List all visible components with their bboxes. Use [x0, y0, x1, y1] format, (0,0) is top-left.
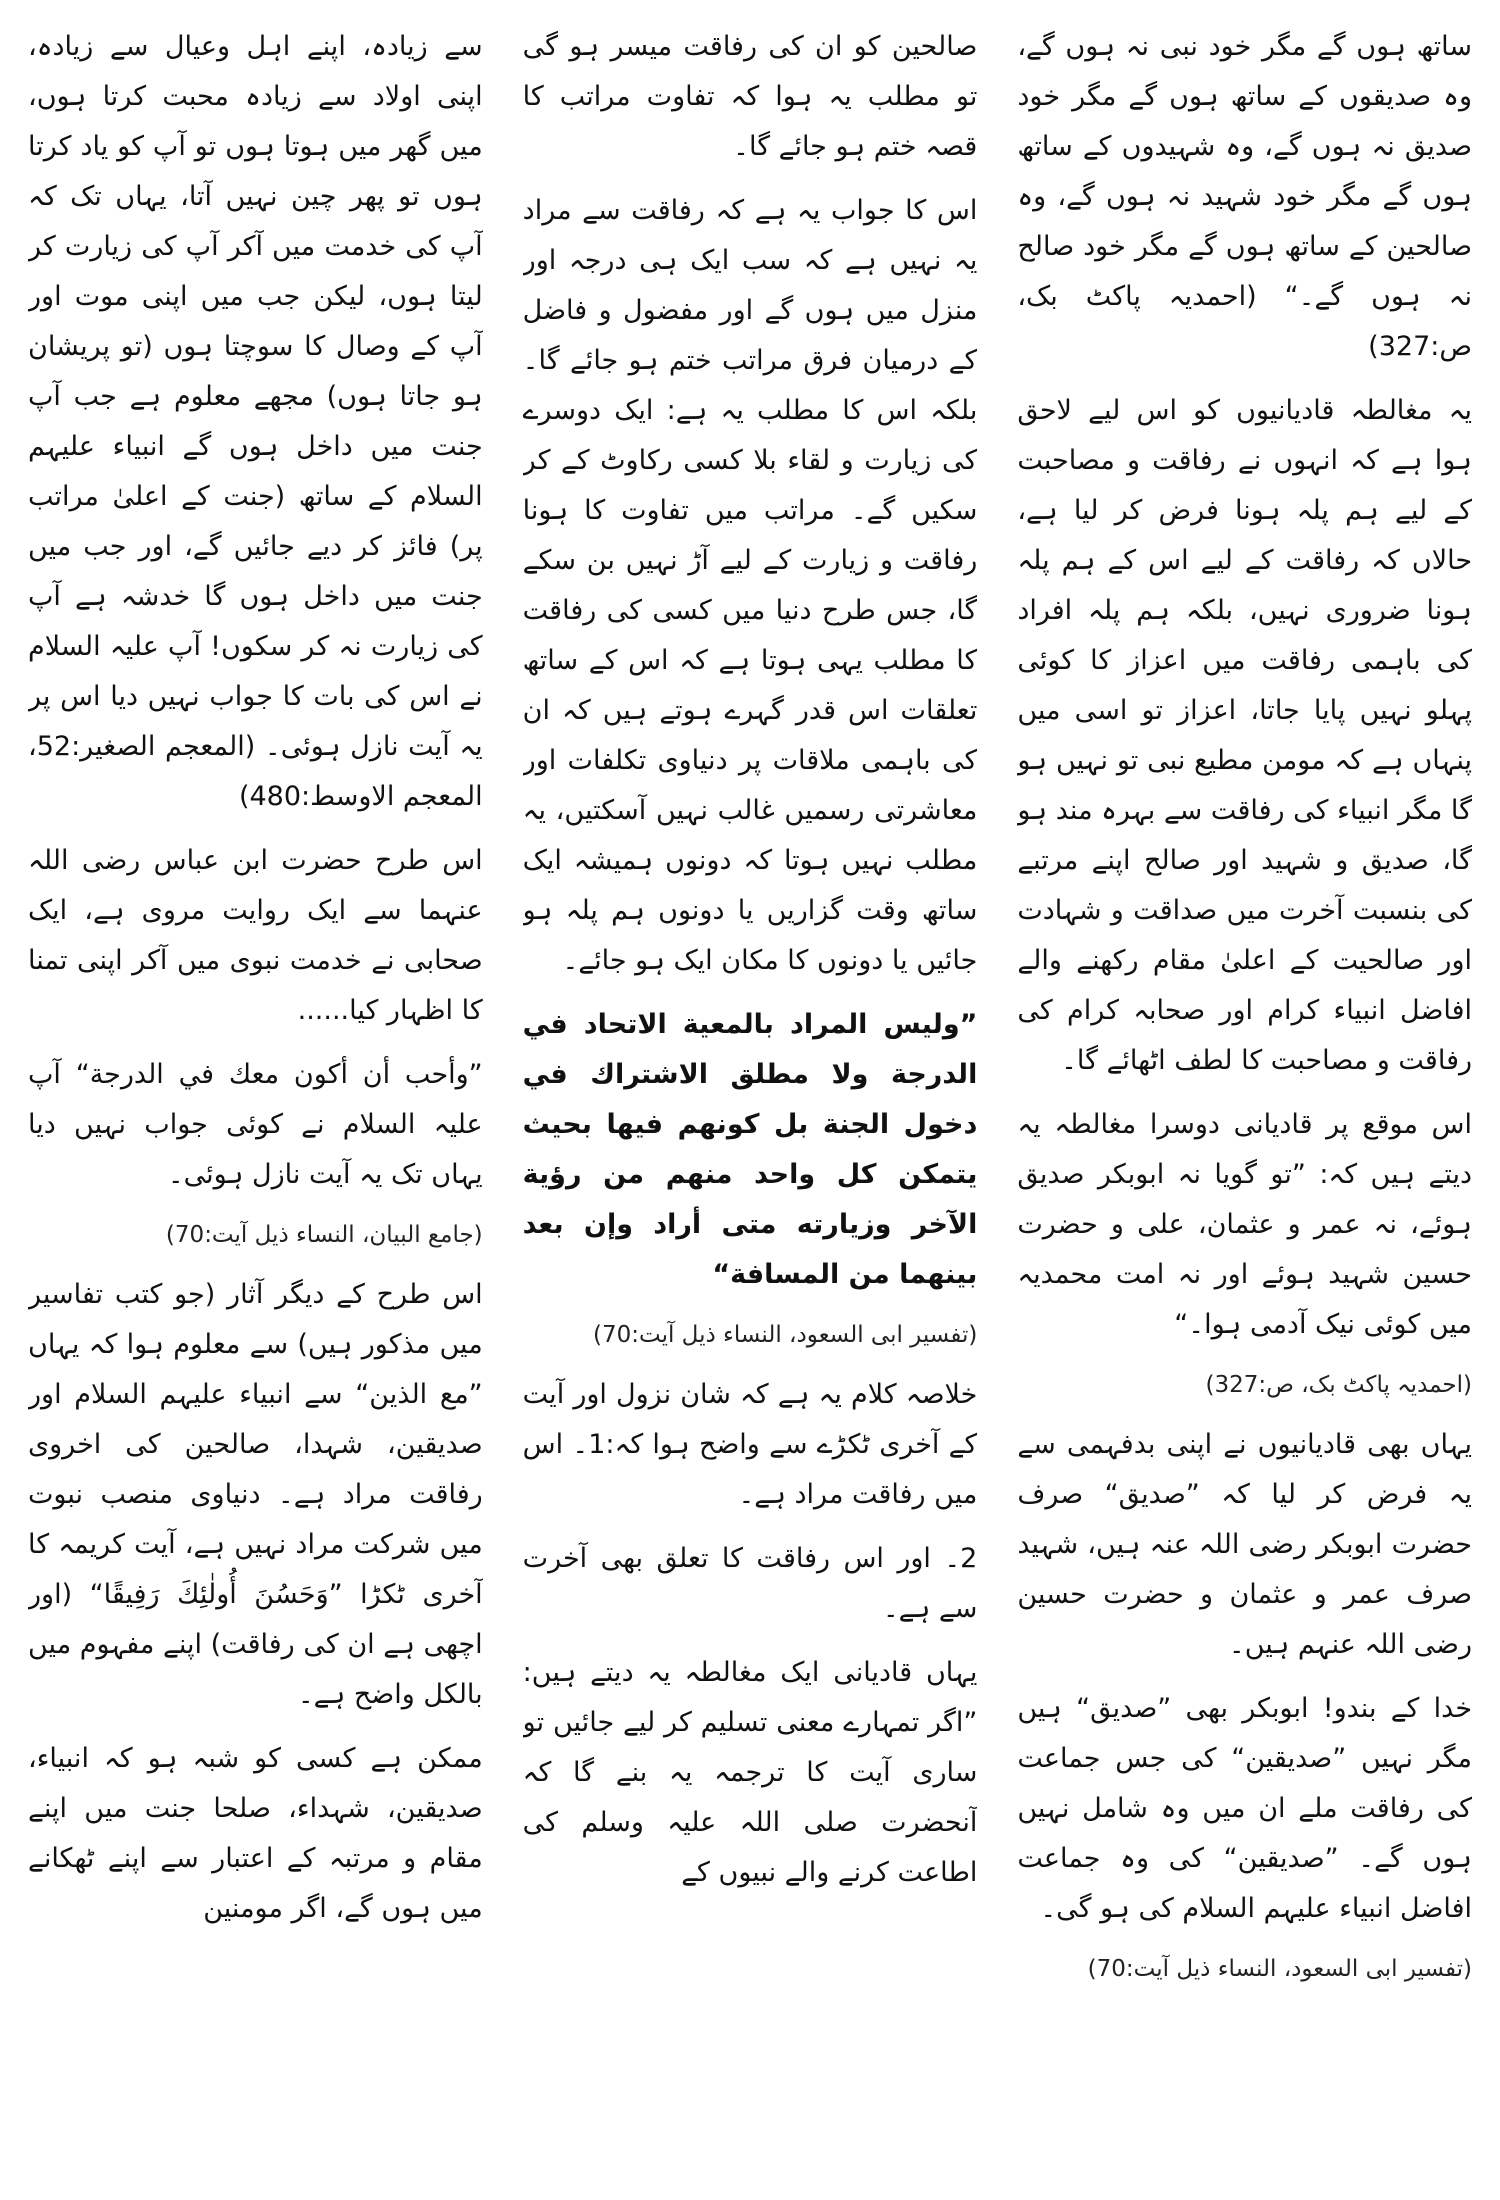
paragraph: صالحین کو ان کی رفاقت میسر ہو گی تو مطلب یہ ہوا کہ تفاوت مراتب کا قصہ ختم ہو جائے گا۔: [522, 31, 978, 162]
column-right: [28, 22, 483, 2182]
paragraph: ممکن ہے کسی کو شبہ ہو کہ انبیاء، صدیقین، شہداء، صلحا جنت میں اپنے مقام و مرتبہ کے اعتبار سے اپنے ٹھکانے میں ہوں گے، اگر مومنین: [28, 1743, 483, 1924]
paragraph: 2۔ اور اس رفاقت کا تعلق بھی آخرت سے ہے۔: [522, 1543, 978, 1624]
paragraph: یہ مغالطہ قادیانیوں کو اس لیے لاحق ہوا ہے کہ انہوں نے رفاقت و مصاحبت کے لیے ہم پلہ ہونا فرض کر لیا ہے، حالاں کہ رفاقت کے لیے اس کے ہم پلہ ہونا ضروری نہیں، بلکہ ہم پلہ افراد کی باہمی رفاقت میں اعزاز کا کوئی پہلو نہیں پایا جاتا، اعزاز تو اسی میں پنہاں ہے کہ مومن مطیع نبی تو نہیں ہو گا مگر انبیاء کی رفاقت سے بہرہ مند ہو گا، صدیق و شہید اور صالح اپنے مرتبے کی بنسبت آخرت میں صداقت و شہادت اور صالحیت کے اعلیٰ مقام رکھنے والے افاضل انبیاء کرام اور صحابہ کرام کی رفاقت و مصاحبت کا لطف اٹھائے گا۔: [1017, 395, 1473, 1076]
paragraph: ”وأحب أن أكون معك في الدرجة“ آپ علیہ السلام نے کوئی جواب نہیں دیا یہاں تک یہ آیت نازل ہوئی۔: [28, 1059, 483, 1190]
document-page: [28, 22, 1472, 2182]
arabic-quote: ”وليس المراد بالمعية الاتحاد في الدرجة ولا مطلق الاشتراك في دخول الجنة بل كونهم فيها بحيث يتمكن كل واحد منهم من رؤية الآخر وزيارته متى أراد وإن بعد بينهما من المسافة“: [522, 1009, 978, 1290]
paragraph: خدا کے بندو! ابوبکر بھی ”صدیق“ ہیں مگر نہیں ”صدیقین“ کی جس جماعت کی رفاقت ملے ان میں وہ شامل نہیں ہوں گے۔ ”صدیقین“ کی وہ جماعت افاضل انبیاء علیہم السلام کی ہو گی۔: [1017, 1693, 1473, 1924]
paragraph: ساتھ ہوں گے مگر خود نبی نہ ہوں گے، وہ صدیقوں کے ساتھ ہوں گے مگر خود صدیق نہ ہوں گے، وہ شہیدوں کے ساتھ ہوں گے مگر خود شہید نہ ہوں گے، وہ صالحین کے ساتھ ہوں گے مگر خود صالح نہ ہوں گے۔“ (احمدیہ پاکٹ بک، ص:327): [1017, 31, 1473, 362]
reference-citation: (تفسیر ابی السعود، النساء ذیل آیت:70): [592, 1322, 978, 1348]
paragraph: یہاں قادیانی ایک مغالطہ یہ دیتے ہیں: ”اگر تمہارے معنی تسلیم کر لیے جائیں تو ساری آیت کا ترجمہ یہ بنے گا کہ آنحضرت صلی اللہ علیہ وسلم کی اطاعت کرنے والے نبیوں کے: [522, 1657, 978, 1888]
reference-citation: (احمدیہ پاکٹ بک، ص:327): [1205, 1372, 1473, 1398]
paragraph: اس کا جواب یہ ہے کہ رفاقت سے مراد یہ نہیں ہے کہ سب ایک ہی درجہ اور منزل میں ہوں گے اور مفضول و فاضل کے درمیان فرق مراتب ختم ہو جائے گا۔ بلکہ اس کا مطلب یہ ہے: ایک دوسرے کی زیارت و لقاء بلا کسی رکاوٹ کے کر سکیں گے۔ مراتب میں تفاوت کا ہونا رفاقت و زیارت کے لیے آڑ نہیں بن سکے گا، جس طرح دنیا میں کسی کی رفاقت کا مطلب یہی ہوتا ہے کہ اس کے ساتھ تعلقات اس قدر گہرے ہوتے ہیں کہ ان کی باہمی ملاقات پر دنیاوی تکلفات اور معاشرتی رسمیں غالب نہیں آسکتیں، یہ مطلب نہیں ہوتا کہ دونوں ہمیشہ ایک ساتھ وقت گزاریں یا دونوں ہم پلہ ہو جائیں یا دونوں کا مکان ایک ہو جائے۔: [522, 195, 978, 976]
paragraph: اس طرح کے دیگر آثار (جو کتب تفاسیر میں مذکور ہیں) سے معلوم ہوا کہ یہاں ”مع الذین“ سے انبیاء علیہم السلام اور صدیقین، شہدا، صالحین کی اخروی رفاقت مراد ہے۔ دنیاوی منصب نبوت میں شرکت مراد نہیں ہے، آیت کریمہ کا آخری ٹکڑا ”وَحَسُنَ أُولٰئِكَ رَفِيقًا“ (اور اچھی ہے ان کی رفاقت) اپنے مفہوم میں بالکل واضح ہے۔: [28, 1279, 483, 1710]
column-left: [1017, 22, 1472, 2182]
paragraph: یہاں بھی قادیانیوں نے اپنی بدفہمی سے یہ فرض کر لیا کہ ”صدیق“ صرف حضرت ابوبکر رضی اللہ عنہ ہیں، شہید صرف عمر و عثمان و حضرت حسین رضی اللہ عنہم ہیں۔: [1017, 1429, 1473, 1660]
paragraph: اس موقع پر قادیانی دوسرا مغالطہ یہ دیتے ہیں کہ: ”تو گویا نہ ابوبکر صدیق ہوئے، نہ عمر و عثمان، علی و حضرت حسین شہید ہوئے اور نہ امت محمدیہ میں کوئی نیک آدمی ہوا۔“: [1017, 1109, 1473, 1340]
reference-citation: (تفسیر ابی السعود، النساء ذیل آیت:70): [1087, 1956, 1473, 1982]
paragraph: اس طرح حضرت ابن عباس رضی اللہ عنہما سے ایک روایت مروی ہے، ایک صحابی نے خدمت نبوی میں آکر اپنی تمنا کا اظہار کیا......: [28, 845, 483, 1026]
paragraph: خلاصہ کلام یہ ہے کہ شان نزول اور آیت کے آخری ٹکڑے سے واضح ہوا کہ:1۔ اس میں رفاقت مراد ہے۔: [522, 1379, 978, 1510]
column-middle: [523, 22, 978, 2182]
paragraph: سے زیادہ، اپنے اہل وعیال سے زیادہ، اپنی اولاد سے زیادہ محبت کرتا ہوں، میں گھر میں ہوتا ہوں تو آپ کو یاد کرتا ہوں تو پھر چین نہیں آتا، یہاں تک کہ آپ کی خدمت میں آکر آپ کی زیارت کر لیتا ہوں، لیکن جب میں اپنی موت اور آپ کے وصال کا سوچتا ہوں (تو پریشان ہو جاتا ہوں) مجھے معلوم ہے جب آپ جنت میں داخل ہوں گے انبیاء علیہم السلام کے ساتھ (جنت کے اعلیٰ مراتب پر) فائز کر دیے جائیں گے، اور جب میں جنت میں داخل ہوں گا خدشہ ہے آپ کی زیارت نہ کر سکوں! آپ علیہ السلام نے اس کی بات کا جواب نہیں دیا اس پر یہ آیت نازل ہوئی۔ (المعجم الصغیر:52، المعجم الاوسط:480): [28, 31, 483, 812]
reference-citation: (جامع البیان، النساء ذیل آیت:70): [165, 1222, 483, 1248]
